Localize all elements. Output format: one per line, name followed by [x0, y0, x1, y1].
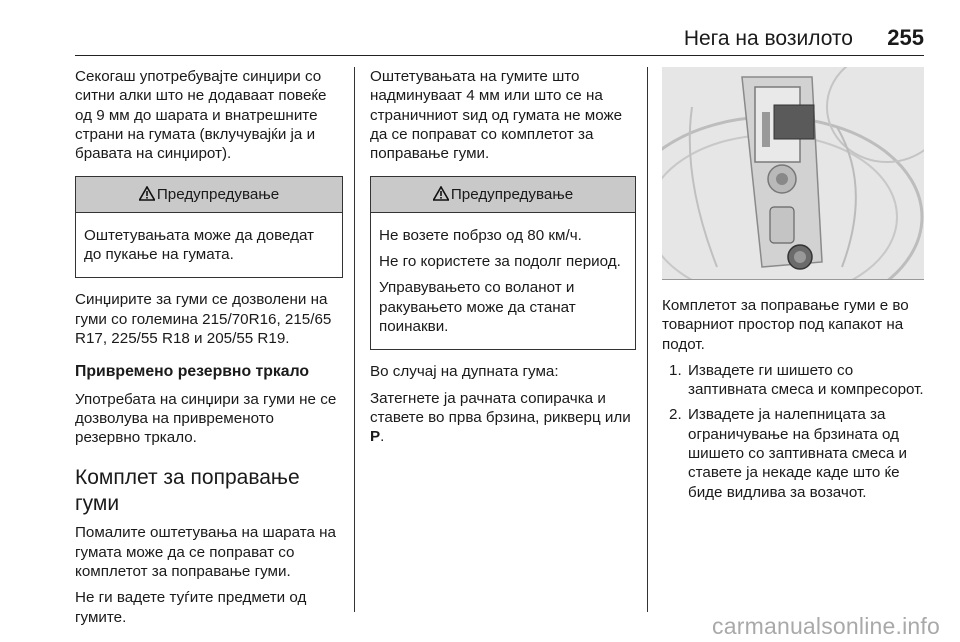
column-left: [75, 67, 343, 634]
step-text: Извадете ги шишето со заптивната смеса и компресорот.: [688, 361, 924, 399]
column-divider: [354, 67, 355, 612]
warning-text: Оштетувањата може да доведат до пукање на гумата.: [84, 226, 315, 264]
trunk-photo: [662, 67, 924, 280]
warning-body: [371, 213, 635, 349]
section-heading: Комплет за поправање гуми: [75, 466, 300, 516]
warning-line: Не возете побрзо од 80 км/ч.: [379, 226, 582, 244]
paragraph: Употребата на синџири за гуми не се дозволува на привременото резервно тркало.: [75, 390, 337, 447]
step-text: Извадете ја налепницата за ограничување на брзината од шишето со заптивната смеса и ставете ја некаде каде што ќе биде видлива за возачот.: [688, 406, 907, 501]
steps-list: [662, 361, 924, 502]
warning-triangle-icon: [139, 186, 155, 201]
step-number: 2.: [669, 406, 682, 424]
page-number: 255: [887, 25, 924, 50]
header-divider: [75, 55, 924, 56]
paragraph: Не ги вадете туѓите предмети од гумите.: [75, 589, 307, 626]
list-item: [662, 361, 924, 400]
page-title: Нега на возилото: [683, 27, 853, 50]
paragraph: Оштетувањата на гумите што надминуваат 4 мм или што се на страничниот ѕид од гумата не може да се поправат со комплетот за поправање гуми.: [370, 68, 623, 163]
warning-box: [75, 176, 343, 278]
gear-p-label: P: [370, 428, 381, 446]
warning-body: [76, 213, 342, 278]
paragraph: [370, 389, 636, 447]
warning-title: Предупредување: [450, 186, 574, 204]
step-number: 1.: [669, 361, 682, 379]
text-run: Затегнете ја рачната сопирачка и ставете во прва брзина, рикверц или: [370, 389, 631, 426]
text-run: .: [380, 428, 385, 446]
warning-header: [371, 177, 635, 212]
warning-header: [76, 177, 342, 212]
column-right: [662, 67, 924, 508]
watermark: carmanualsonline.info: [712, 613, 940, 639]
paragraph: Комплетот за поправање гуми е во товарниот простор под капакот на подот.: [662, 297, 909, 353]
warning-box: [370, 176, 636, 350]
paragraph: Синџирите за гуми се дозволени на гуми со големина 215/70R16, 215/65 R17, 225/55 R18 и 205/55 R19.: [75, 291, 332, 347]
paragraph: Помалите оштетувања на шарата на гумата може да се поправат со комплетот за поправање гуми.: [75, 524, 337, 581]
column-divider: [647, 67, 648, 612]
warning-title: Предупредување: [156, 186, 280, 204]
warning-triangle-icon: [433, 186, 449, 201]
tire-repair-kit-illustration: [662, 67, 924, 279]
page-header: [0, 0, 960, 60]
warning-line: Не го користете за подолг период.: [379, 253, 621, 271]
column-middle: [370, 67, 636, 453]
list-item: [662, 405, 924, 501]
paragraph: Секогаш употребувајте синџири со ситни алки што не додаваат повеќе од 9 мм до шарата и внатрешните страни на гумата (вклучувајќи ја и бравата на синџирот).: [75, 68, 327, 163]
paragraph: Во случај на дупната гума:: [370, 363, 559, 381]
warning-line: Управувањето со воланот и ракувањето може да станат поинакви.: [379, 279, 576, 335]
subheading: Привремено резервно тркало: [75, 363, 310, 381]
